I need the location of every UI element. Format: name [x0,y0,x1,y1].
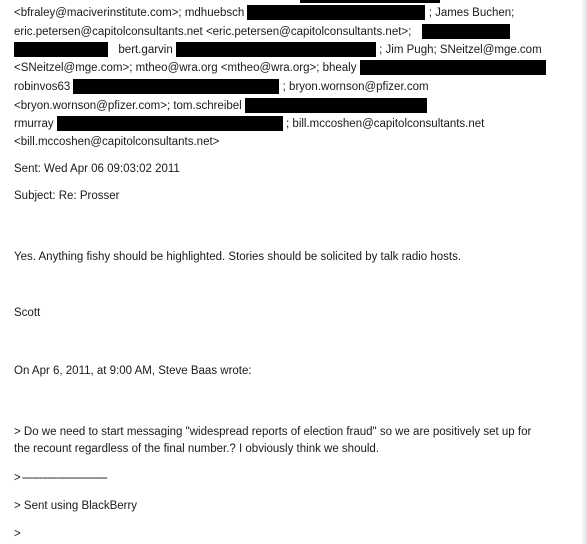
recipient-text: ; Jim Pugh; SNeitzel@mge.com [379,44,542,56]
quoted-end-marker: > [14,528,21,540]
recipient-text: eric.petersen@capitolconsultants.net <eric.petersen@capitolconsultants.net>; [14,26,412,38]
redaction-bar [422,24,510,39]
recipient-line [14,117,484,131]
quote-attribution: On Apr 6, 2011, at 9:00 AM, Steve Baas wrote: [14,365,252,377]
recipient-text: <bill.mccoshen@capitolconsultants.net> [14,136,220,148]
signature: Scott [14,307,41,319]
reply-text: Yes. Anything fishy should be highlighted. Stories should be solicited by talk radio hosts. [14,251,462,263]
subject-line: Subject: Re: Prosser [14,190,120,202]
redaction-bar [57,116,283,131]
quoted-divider: > ------------------------------ [14,472,107,484]
redaction-bar [14,42,108,57]
sent-date: Sent: Wed Apr 06 09:03:02 2011 [14,163,180,175]
recipient-line [14,61,546,75]
redaction-bar [300,0,440,3]
quoted-text: > Do we need to start messaging "widespread reports of election fraud" so we are positively set up for [14,426,532,438]
recipient-text: ; James Buchen; [428,7,515,19]
recipient-line [14,25,510,39]
recipient-text: rmurray [14,118,54,130]
recipient-line [14,6,514,20]
recipient-line [14,99,427,113]
redaction-bar [176,42,376,57]
recipient-line [14,135,219,149]
redaction-bar [247,5,425,20]
redaction-bar [73,79,279,94]
quoted-sent-using: > Sent using BlackBerry [14,500,138,512]
redaction-bar [245,98,427,113]
recipient-text: ; bill.mccoshen@capitolconsultants.net [286,118,485,130]
recipient-text: <SNeitzel@mge.com>; mtheo@wra.org <mtheo@wra.org>; bhealy [14,62,357,74]
recipient-text: <bryon.wornson@pfizer.com>; tom.schreibel [14,100,242,112]
recipient-text: bert.garvin [118,44,173,56]
recipient-text: robinvos63 [14,81,71,93]
recipient-text: ; bryon.wornson@pfizer.com [282,81,429,93]
recipient-line [14,80,429,94]
quoted-text: the recount regardless of the final number.? I obviously think we should. [14,443,380,455]
redaction-bar [360,60,546,75]
recipient-line [14,43,542,57]
recipient-text: <bfraley@maciverinstitute.com>; mdhuebsch [14,7,245,19]
scan-shadow [581,0,587,544]
